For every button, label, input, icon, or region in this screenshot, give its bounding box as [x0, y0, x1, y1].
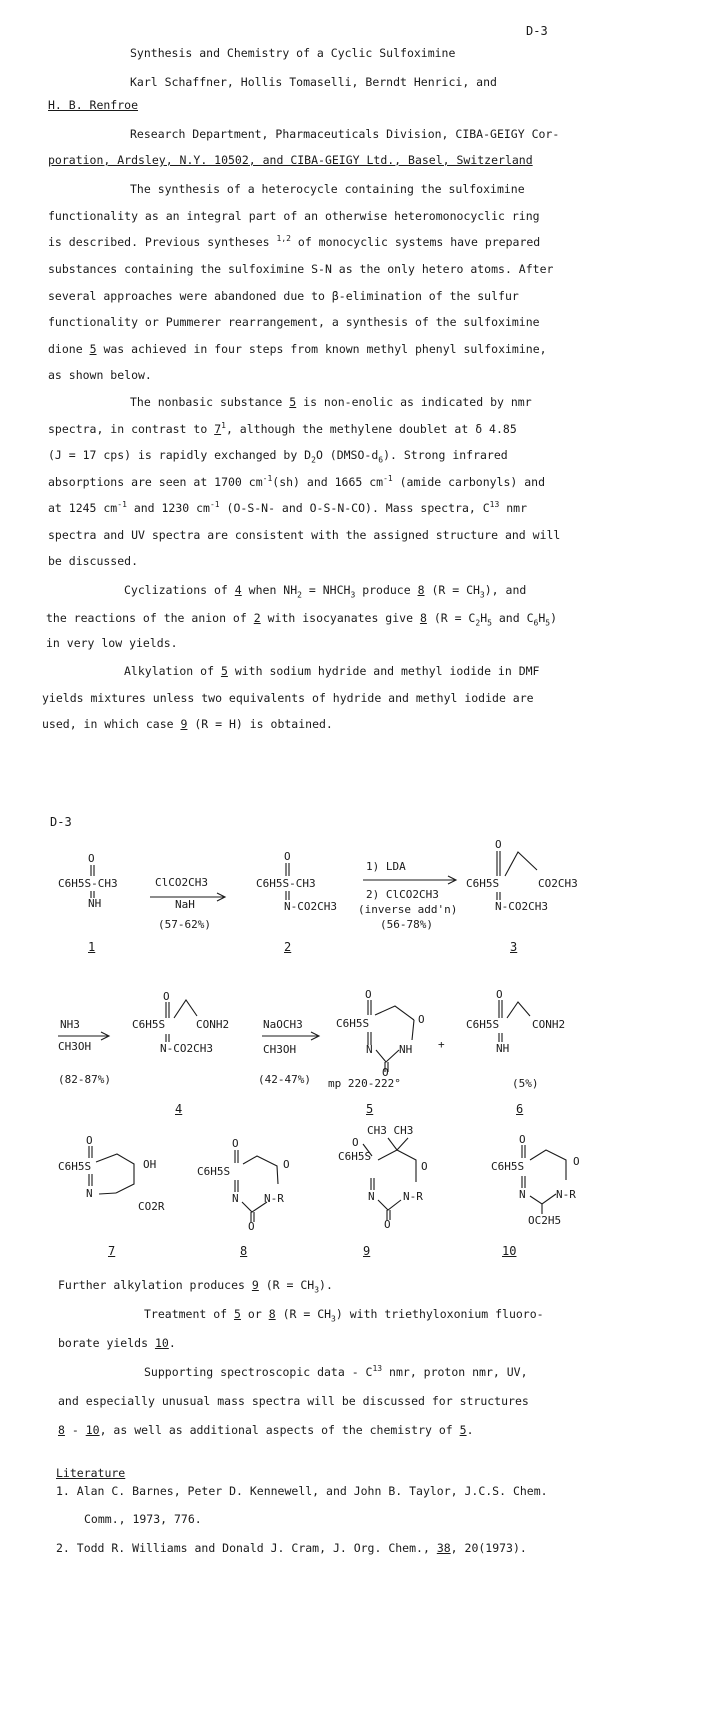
compound-number-7: 7 — [108, 1244, 116, 1258]
text-line: used, in which case 9 (R = H) is obtained. — [42, 717, 333, 731]
text-line: substances containing the sulfoximine S-N as the only hetero atoms. After — [48, 262, 554, 276]
reagent-1: ClCO2CH3 — [155, 876, 208, 889]
oxygen-label: O — [365, 988, 372, 1001]
compound-10-nr: N-R — [556, 1188, 576, 1201]
authors-line-1: Karl Schaffner, Hollis Tomaselli, Berndt Henrici, and — [130, 75, 497, 89]
text-line: absorptions are seen at 1700 $cm^{-1}(sh)$ and 1665 $cm^{-1}$ (amide carbonyls) and — [48, 474, 546, 489]
text-line: several approaches were abandoned due to β-elimination of the sulfur — [48, 289, 519, 303]
reference-2: 2. Todd R. Williams and Donald J. Cram, J. Org. Chem., 38, 20(1973). — [56, 1541, 527, 1555]
affiliation-line-2: poration, Ardsley, N.Y. 10502, and CIBA-GEIGY Ltd., Basel, Switzerland — [48, 153, 533, 167]
compound-1-nh: NH — [88, 897, 102, 910]
compound-4-n: N-CO2CH3 — [160, 1042, 213, 1055]
compound-1-formula: C6H5S-CH3 — [58, 877, 118, 890]
text-line: be discussed. — [48, 554, 139, 568]
compound-3-n: N-CO2CH3 — [495, 900, 548, 913]
compound-number-6: 6 — [516, 1102, 524, 1116]
text-line: at 1245 $cm^{-1}$ and 1230 $cm^{-1}$ (O-S-N- and O-S-N-CO). Mass spectra, $C^{13}$ nmr — [48, 500, 527, 515]
oxygen-label: O — [284, 850, 291, 863]
compound-number-5: 5 — [366, 1102, 374, 1116]
compound-4-amide: CONH2 — [196, 1018, 230, 1031]
solvent-3: CH3OH — [58, 1040, 92, 1053]
text-line: and especially unusual mass spectra will be discussed for structures — [58, 1394, 529, 1408]
reference-1-line-2: Comm., 1973, 776. — [84, 1512, 202, 1526]
text-line: Treatment of 5 or 8 $(R = CH_3)$ with triethyloxonium fluoro- — [144, 1307, 544, 1324]
reagent-3: NH3 — [60, 1018, 80, 1031]
text-line: 8 - 10, as well as additional aspects of the chemistry of 5. — [58, 1423, 474, 1437]
oxygen-label: O — [495, 838, 502, 851]
compound-7-ester: CO2R — [138, 1200, 165, 1213]
compound-number-8: 8 — [240, 1244, 248, 1258]
page-code: D-3 — [526, 24, 548, 38]
compound-6-phenyl: C6H5S — [466, 1018, 500, 1031]
compound-9-phenyl: C6H5S — [338, 1150, 372, 1163]
text-line: yields mixtures unless two equivalents of hydride and methyl iodide are — [42, 691, 534, 705]
compound-7-oh: OH — [143, 1158, 157, 1171]
compound-3-ester: CO2CH3 — [538, 877, 578, 890]
text-line: Alkylation of 5 with sodium hydride and methyl iodide in DMF — [124, 664, 540, 678]
affiliation-line-1: Research Department, Pharmaceuticals Division, CIBA-GEIGY Cor- — [130, 127, 560, 141]
compound-9-methyls: CH3 CH3 — [367, 1124, 414, 1137]
compound-10-n: N — [519, 1188, 526, 1201]
yield-1: (57-62%) — [158, 918, 211, 931]
reference-1-line-1: 1. Alan C. Barnes, Peter D. Kennewell, and John B. Taylor, J.C.S. Chem. — [56, 1484, 548, 1498]
text-line: Supporting spectroscopic data - $C^{13}$ nmr, proton nmr, UV, — [144, 1364, 528, 1379]
compound-6-amide: CONH2 — [532, 1018, 566, 1031]
oxygen-label: O — [86, 1134, 93, 1147]
plus-sign: + — [438, 1038, 445, 1051]
compound-8-nr: N-R — [264, 1192, 284, 1205]
text-line: The synthesis of a heterocycle containing the sulfoximine — [130, 182, 525, 196]
compound-number-3: 3 — [510, 940, 518, 954]
oxygen-label: O — [382, 1066, 389, 1079]
oxygen-label: O — [232, 1137, 239, 1150]
literature-heading: Literature — [56, 1466, 126, 1480]
compound-number-1: 1 — [88, 940, 96, 954]
article-title: Synthesis and Chemistry of a Cyclic Sulfoximine — [130, 46, 456, 60]
compound-8-phenyl: C6H5S — [197, 1165, 231, 1178]
oxygen-label: O — [248, 1220, 255, 1233]
reagent-2-note: (inverse add'n) — [358, 903, 458, 916]
text-line: dione 5 was achieved in four steps from known methyl phenyl sulfoximine, — [48, 342, 547, 356]
yield-2: (56-78%) — [380, 918, 433, 931]
oxygen-label: O — [88, 852, 95, 865]
oxygen-label: O — [283, 1158, 290, 1171]
reagent-1-base: NaH — [175, 898, 195, 911]
compound-number-9: 9 — [363, 1244, 371, 1258]
oxygen-label: O — [384, 1218, 391, 1231]
compound-5-mp: mp 220-222° — [328, 1077, 401, 1090]
authors-line-2: H. B. Renfroe — [48, 98, 139, 112]
compound-3-phenyl: C6H5S — [466, 877, 500, 890]
text-line: spectra, in contrast to $7^1$, although the methylene doublet at δ 4.85 — [48, 421, 517, 436]
text-line: functionality or Pummerer rearrangement, a synthesis of the sulfoximine — [48, 315, 540, 329]
compound-7-n: N — [86, 1187, 93, 1200]
compound-2-formula: C6H5S-CH3 — [256, 877, 316, 890]
reagent-2-step1: 1) LDA — [366, 860, 406, 873]
compound-5-nh: NH — [399, 1043, 413, 1056]
text-line: is described. Previous syntheses $^{1,2}$ of monocyclic systems have prepared — [48, 234, 541, 249]
yield-3: (82-87%) — [58, 1073, 111, 1086]
oxygen-label: O — [421, 1160, 428, 1173]
text-line: Further alkylation produces 9 $(R = CH_3)$. — [58, 1278, 333, 1295]
oxygen-label: O — [418, 1013, 425, 1026]
oxygen-label: O — [519, 1133, 526, 1146]
compound-5-n: N — [366, 1043, 373, 1056]
text-line: The nonbasic substance 5 is non-enolic as indicated by nmr — [130, 395, 532, 409]
reagent-4: NaOCH3 — [263, 1018, 303, 1031]
text-line: (J = 17 cps) is rapidly exchanged by $D_2O$ $(DMSO-d_6)$. Strong infrared — [48, 448, 508, 465]
yield-6: (5%) — [512, 1077, 539, 1090]
compound-number-10: 10 — [502, 1244, 517, 1258]
compound-2-n: N-CO2CH3 — [284, 900, 337, 913]
compound-6-nh: NH — [496, 1042, 510, 1055]
oxygen-label: O — [573, 1155, 580, 1168]
text-line: Cyclizations of 4 when $NH_2$ = $NHCH_3$ produce 8 $(R = CH_3)$, and — [124, 583, 527, 600]
compound-number-2: 2 — [284, 940, 292, 954]
compound-7-phenyl: C6H5S — [58, 1160, 92, 1173]
oxygen-label: O — [352, 1136, 359, 1149]
oxygen-label: O — [163, 990, 170, 1003]
compound-10-ethoxy: OC2H5 — [528, 1214, 562, 1227]
compound-number-4: 4 — [175, 1102, 183, 1116]
text-line: spectra and UV spectra are consistent with the assigned structure and will — [48, 528, 561, 542]
page-code: D-3 — [50, 815, 72, 829]
compound-4-phenyl: C6H5S — [132, 1018, 166, 1031]
oxygen-label: O — [496, 988, 503, 1001]
reagent-2-step2: 2) ClCO2CH3 — [366, 888, 439, 901]
text-line: in very low yields. — [46, 636, 178, 650]
text-line: as shown below. — [48, 368, 152, 382]
compound-9-n: N — [368, 1190, 375, 1203]
solvent-4: CH3OH — [263, 1043, 297, 1056]
compound-9-nr: N-R — [403, 1190, 423, 1203]
compound-10-phenyl: C6H5S — [491, 1160, 525, 1173]
text-line: functionality as an integral part of an otherwise heteromonocyclic ring — [48, 209, 540, 223]
text-line: borate yields 10. — [58, 1336, 176, 1350]
compound-8-n: N — [232, 1192, 239, 1205]
text-line: the reactions of the anion of 2 with isocyanates give 8 ($R = C_2H_5$ and $C_6H_5$) — [46, 611, 558, 628]
compound-5-phenyl: C6H5S — [336, 1017, 370, 1030]
yield-4: (42-47%) — [258, 1073, 311, 1086]
